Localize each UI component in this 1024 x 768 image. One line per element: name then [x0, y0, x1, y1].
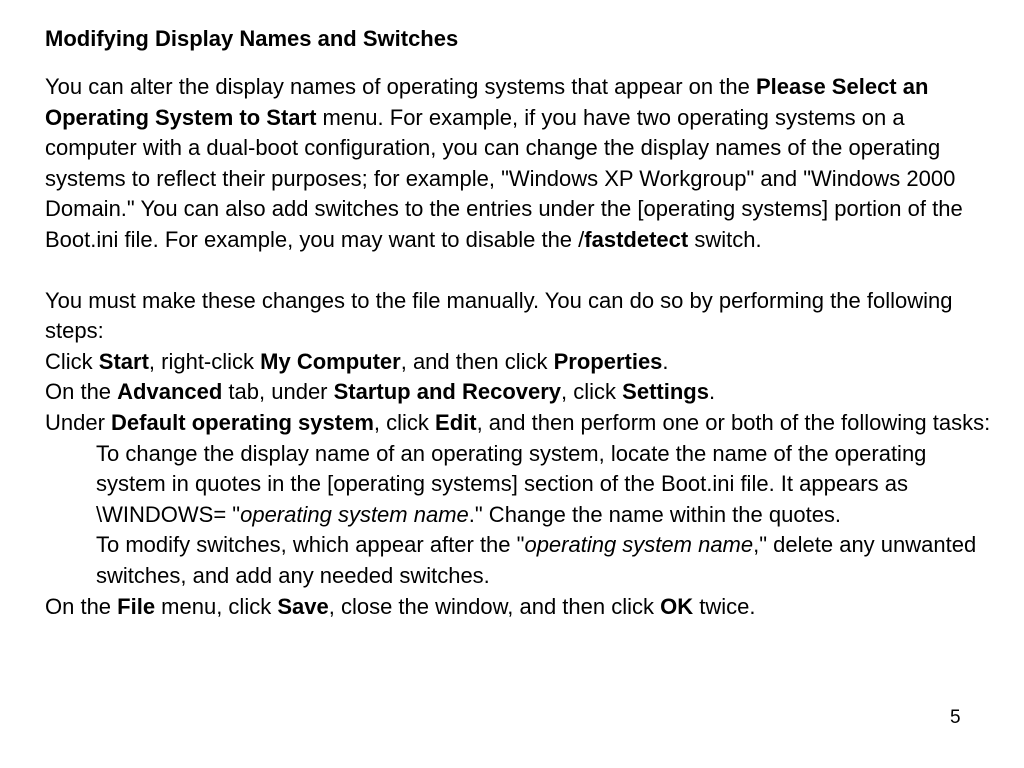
step-3-edit-bold: Edit — [435, 409, 477, 435]
sub-step-1-italic: operating system name — [240, 501, 469, 527]
sub-step-2-italic: operating system name — [524, 532, 754, 558]
step-2-text-3: , click — [561, 379, 623, 405]
step-2-startup-bold: Startup and Recovery — [333, 379, 562, 405]
step-1 — [45, 347, 995, 378]
step-1-my-computer-bold: My Computer — [260, 348, 401, 374]
sub-step-2 — [45, 530, 995, 591]
step-1-text-1: Click — [45, 348, 99, 374]
intro-text-3: switch. — [688, 226, 762, 252]
step-4-text-4: twice. — [693, 593, 756, 619]
step-2-settings-bold: Settings — [622, 379, 709, 405]
step-3-text-2: , click — [373, 409, 436, 435]
step-3-default-os-bold: Default operating system — [111, 409, 374, 435]
step-1-start-bold: Start — [98, 348, 149, 374]
slide-title: Modifying Display Names and Switches — [45, 26, 459, 51]
step-1-text-3: , and then click — [400, 348, 554, 374]
steps-intro-paragraph: You must make these changes to the file manually. You can do so by performing the following steps: — [45, 287, 953, 344]
sub-step-2-text-1: To modify switches, which appear after the " — [96, 532, 525, 558]
paragraph-gap — [45, 256, 995, 286]
step-4-text-1: On the — [45, 593, 118, 619]
sub-step-1 — [45, 439, 995, 531]
step-3-text-3: , and then perform one or both of the following tasks: — [476, 409, 991, 435]
step-3-text-1: Under — [45, 409, 112, 435]
sub-step-1-text-2: ." Change the name within the quotes. — [468, 501, 842, 527]
step-2-text-1: On the — [45, 379, 118, 405]
sub-step-2-text-2: ," delete any unwanted switches, and add any needed switches. — [96, 532, 977, 588]
step-4 — [45, 592, 995, 623]
step-2 — [45, 377, 995, 408]
fastdetect-bold: fastdetect — [584, 226, 689, 252]
step-2-text-2: tab, under — [222, 379, 334, 405]
step-4-text-3: , close the window, and then click — [328, 593, 661, 619]
sub-step-1-text-1: To change the display name of an operating system, locate the name of the operating system in quotes in the [operating systems] section of the Boot.ini file. It appears as \WINDOWS= " — [96, 440, 927, 527]
menu-name-bold: Please Select an Operating System to Start — [45, 74, 929, 130]
intro-text-2: menu. For example, if you have two operating systems on a computer with a dual-boot configuration, you can change the display names of the operating systems to reflect their purposes; for example, "Windows XP Workgroup" and "Windows 2000 Domain." You can also add switches to the entries under the [operating systems] portion of the Boot.ini file. For example, you may want to disable the / — [45, 104, 963, 252]
step-3 — [45, 408, 995, 439]
intro-paragraph — [45, 72, 995, 256]
intro-text-1: You can alter the display names of operating systems that appear on the — [45, 74, 756, 99]
step-1-text-4: . — [662, 348, 669, 374]
step-4-file-bold: File — [117, 593, 156, 619]
step-1-text-2: , right-click — [148, 348, 261, 374]
step-1-properties-bold: Properties — [553, 348, 663, 374]
step-4-ok-bold: OK — [660, 593, 694, 619]
step-2-advanced-bold: Advanced — [117, 379, 223, 405]
slide-content — [45, 24, 995, 622]
step-4-save-bold: Save — [277, 593, 329, 619]
page-number: 5 — [950, 707, 961, 728]
step-4-text-2: menu, click — [155, 593, 278, 619]
step-2-text-4: . — [708, 379, 716, 405]
